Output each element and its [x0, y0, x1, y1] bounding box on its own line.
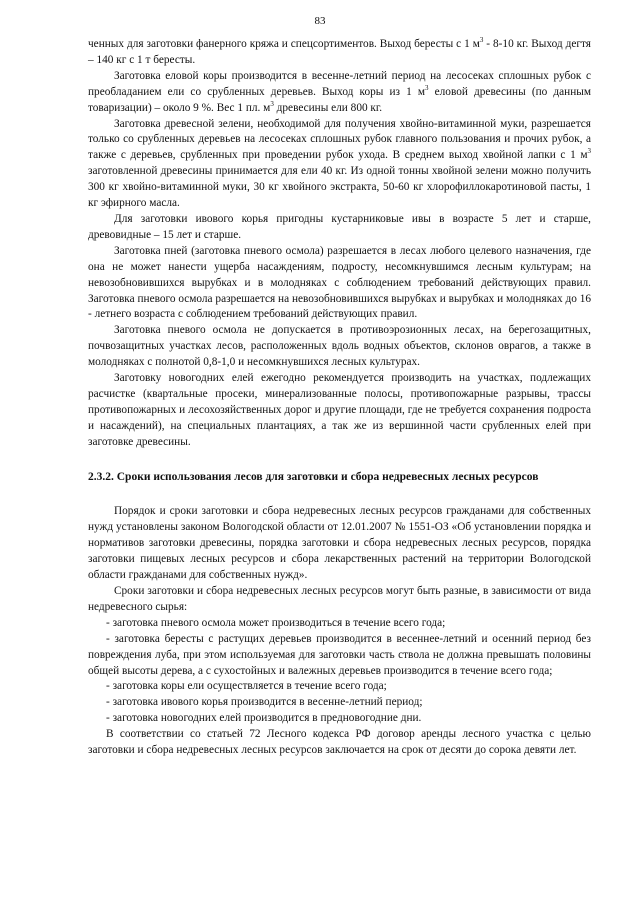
paragraph-birch-bark-yield: ченных для заготовки фанерного кряжа и спецсортиментов. Выход бересты с 1 $м^3 - 8-10$ кг. Выход дегтя – 140 кг с 1 т бересты. [88, 36, 591, 66]
list-item: - заготовка пневого осмола может производиться в течение всего года; [106, 616, 446, 629]
paragraph-tree-greenery: Заготовка древесной зелени, необходимой для получения хвойно-витаминной муки, разрешается только со срубленных деревьев на лесосеках сплошных рубок главного пользования и прочих рубок, а также с деревьев, срубленных при проведении рубок ухода. В среднем выход хвойной лапки с 1 $м^3$ заготовленной древесины принимается для ели 40 кг. Из одной тонны хвойной зелени можно получить 300 кг хвойно-витаминной муки, 30 кг хвойного экстракта, 50-60 кг хлорофиллокаротиновой пасты, 1 кг эфирного масла. [88, 117, 591, 210]
document-body [88, 37, 591, 759]
section-heading: 2.3.2. Сроки использования лесов для заготовки и сбора недревесных лесных ресурсов [88, 470, 539, 483]
list-item: - заготовка новогодних елей производится в предновогодние дни. [106, 712, 422, 725]
list-item: - заготовка коры ели осуществляется в течение всего года; [106, 680, 387, 693]
list-item: - заготовка ивового корья производится в весенне-летний период; [106, 696, 423, 709]
paragraph-harvest-terms: Сроки заготовки и сбора недревесных лесных ресурсов могут быть разные, в зависимости от вида недревесного сырья: [88, 585, 591, 613]
page-number: 83 [314, 15, 326, 27]
paragraph-lease-term: В соответствии со статьей 72 Лесного кодекса РФ договор аренды лесного участка с целью заготовки и сбора недревесных лесных ресурсов заключается на срок от десяти до сорока девяти лет. [88, 728, 591, 757]
paragraph-regional-law: Порядок и сроки заготовки и сбора недревесных лесных ресурсов гражданами для собственных нужд установлены законом Вологодской области от 12.01.2007 № 1551-ОЗ «Об установлении порядка и нормативов заготовки древесины, порядка заготовки и сбора недревесных лесных ресурсов, порядка заготовки пищевых лесных ресурсов и сбора лекарственных растений на территории Вологодской области гражданами для собственных нужд». [88, 505, 591, 582]
paragraph-stump-restrictions: Заготовка пневого осмола не допускается в противоэрозионных лесах, на берегозащитных, почвозащитных участках лесов, расположенных вдоль водных объектов, склонов оврагов, а также в молодняках с полнотой 0,8-1,0 и несомкнувшихся лесных культурах. [88, 324, 591, 369]
paragraph-stump-harvesting: Заготовка пней (заготовка пневого осмола) разрешается в лесах любого целевого назначения, где она не может нанести ущерба насаждениям, подросту, несомкнувшимся лесным культурам; на невозобновившихся вырубках и в молодняках с соблюдением требований действующих правил. Заготовка пневого осмола разрешается на невозобновившихся вырубках и вырубках и молодняках до 16 - летнего возраста с соблюдением требований действующих правил. [88, 244, 591, 321]
paragraph-spruce-bark: Заготовка еловой коры производится в весенне-летний период на лесосеках сплошных рубок с преобладанием ели со срубленных деревьев. Выход коры из 1 $м^3$ еловой древесины (по данным товаризации) – около 9 %. Вес 1 пл. $м^3$ древесины ели 800 кг. [88, 69, 591, 114]
paragraph-new-year-trees: Заготовку новогодних елей ежегодно рекомендуется производить на участках, подлежащих расчистке (квартальные просеки, минерализованные полосы, противопожарные разрывы, трассы противопожарных и лесохозяйственных дорог и другие площади, где не требуется сохранения подроста и насаждений), на специальных плантациях, а так же из вершинной части срубленных елей при заготовке древесины. [88, 372, 591, 448]
list-item: - заготовка бересты с растущих деревьев производится в весеннее-летний и осенний период без повреждения луба, при этом используемая для заготовки часть ствола не должна превышать половины общей высоты дерева, а с сухостойных и валежных деревьев производится в течение всего года; [88, 632, 591, 677]
paragraph-willow-bark: Для заготовки ивового корья пригодны кустарниковые ивы в возрасте 5 лет и старше, древовидные – 15 лет и старше. [88, 212, 591, 241]
